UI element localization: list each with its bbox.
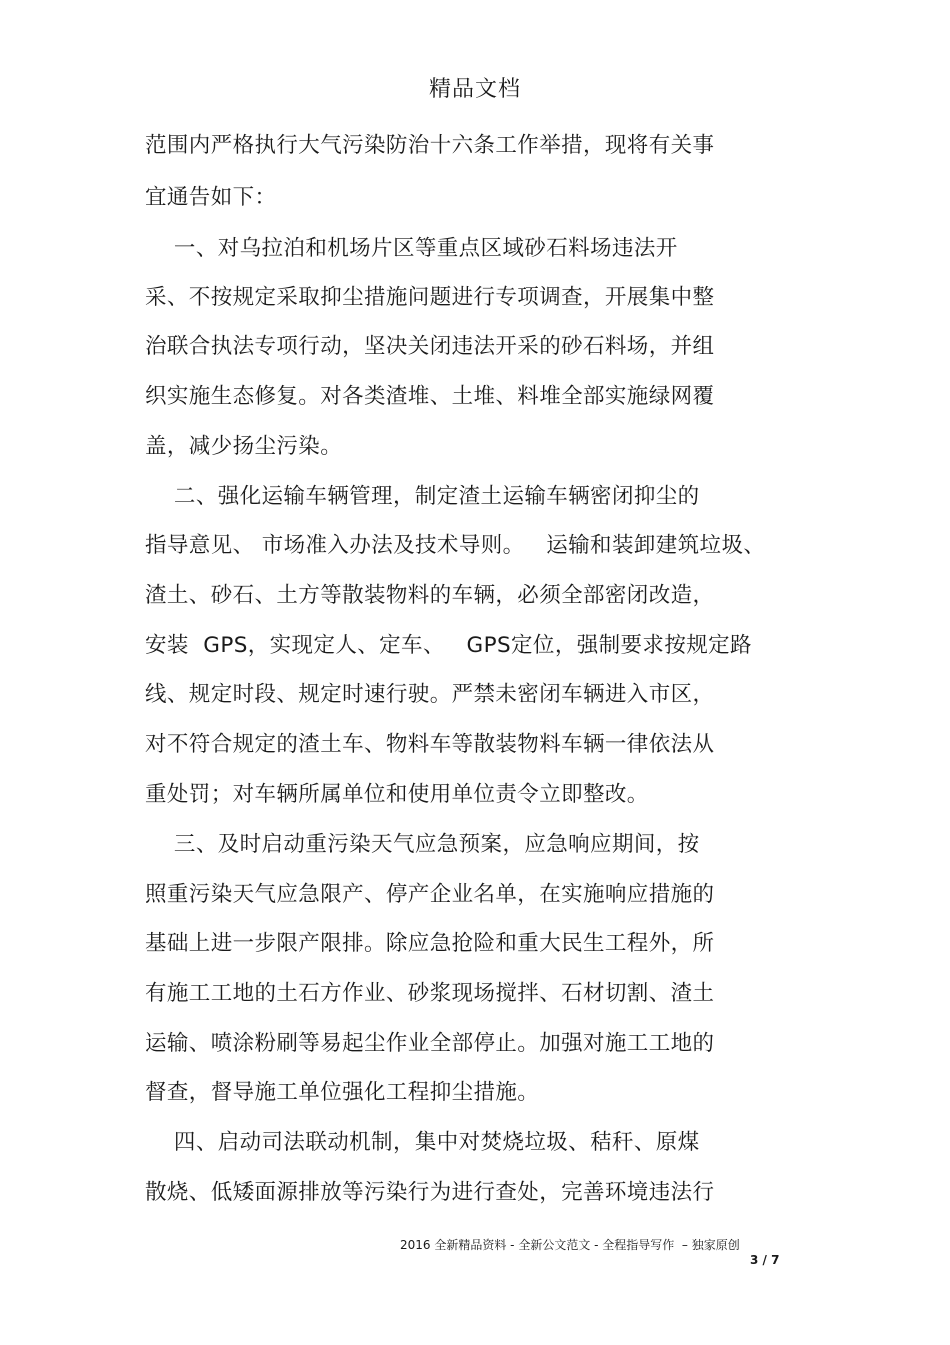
body-line: 三、及时启动重污染天气应急预案，应急响应期间，按 bbox=[145, 832, 700, 857]
body-line: 对不符合规定的渣土车、物料车等散装物料车辆一律依法从 bbox=[145, 732, 715, 757]
body-line: 重处罚；对车辆所属单位和使用单位责令立即整改。 bbox=[145, 782, 649, 807]
body-line: 指导意见、 市场准入办法及技术导则。 运输和装卸建筑垃圾、 bbox=[145, 533, 766, 558]
body-line: 基础上进一步限产限排。除应急抢险和重大民生工程外，所 bbox=[145, 931, 715, 956]
body-line: 运输、喷涂粉刷等易起尘作业全部停止。加强对施工工地的 bbox=[145, 1031, 715, 1056]
body-line: 线、规定时段、规定时速行驶。严禁未密闭车辆进入市区， bbox=[145, 682, 715, 707]
body-line: 二、强化运输车辆管理，制定渣土运输车辆密闭抑尘的 bbox=[145, 484, 700, 509]
page-header-title: 精品文档 bbox=[428, 77, 521, 102]
body-line: 散烧、低矮面源排放等污染行为进行查处，完善环境违法行 bbox=[145, 1180, 715, 1205]
body-line: 照重污染天气应急限产、停产企业名单，在实施响应措施的 bbox=[145, 882, 715, 907]
body-line: 有施工工地的土石方作业、砂浆现场搅拌、石材切割、渣土 bbox=[145, 981, 715, 1006]
body-line: 一、对乌拉泊和机场片区等重点区域砂石料场违法开 bbox=[145, 236, 678, 261]
body-line: 渣土、砂石、土方等散装物料的车辆，必须全部密闭改造， bbox=[145, 583, 715, 608]
body-line: 宜通告如下： bbox=[145, 185, 277, 210]
footer-note: 2016 全新精品资料 - 全新公文范文 - 全程指导写作 – 独家原创 bbox=[400, 1238, 740, 1252]
body-line: 织实施生态修复。对各类渣堆、土堆、料堆全部实施绿网覆 bbox=[145, 384, 715, 409]
body-line: 采、不按规定采取抑尘措施问题进行专项调查，开展集中整 bbox=[145, 285, 715, 310]
body-line: 范围内严格执行大气污染防治十六条工作举措，现将有关事 bbox=[145, 133, 715, 158]
body-line: 治联合执法专项行动，坚决关闭违法开采的砂石料场，并组 bbox=[145, 334, 715, 359]
body-line: 督查，督导施工单位强化工程抑尘措施。 bbox=[145, 1080, 540, 1105]
body-line: 安装 GPS，实现定人、定车、 GPS定位，强制要求按规定路 bbox=[145, 633, 752, 658]
body-line: 盖，减少扬尘污染。 bbox=[145, 434, 343, 459]
page-number: 3 / 7 bbox=[750, 1253, 780, 1267]
body-line: 四、启动司法联动机制，集中对焚烧垃圾、秸秆、原煤 bbox=[145, 1130, 700, 1155]
